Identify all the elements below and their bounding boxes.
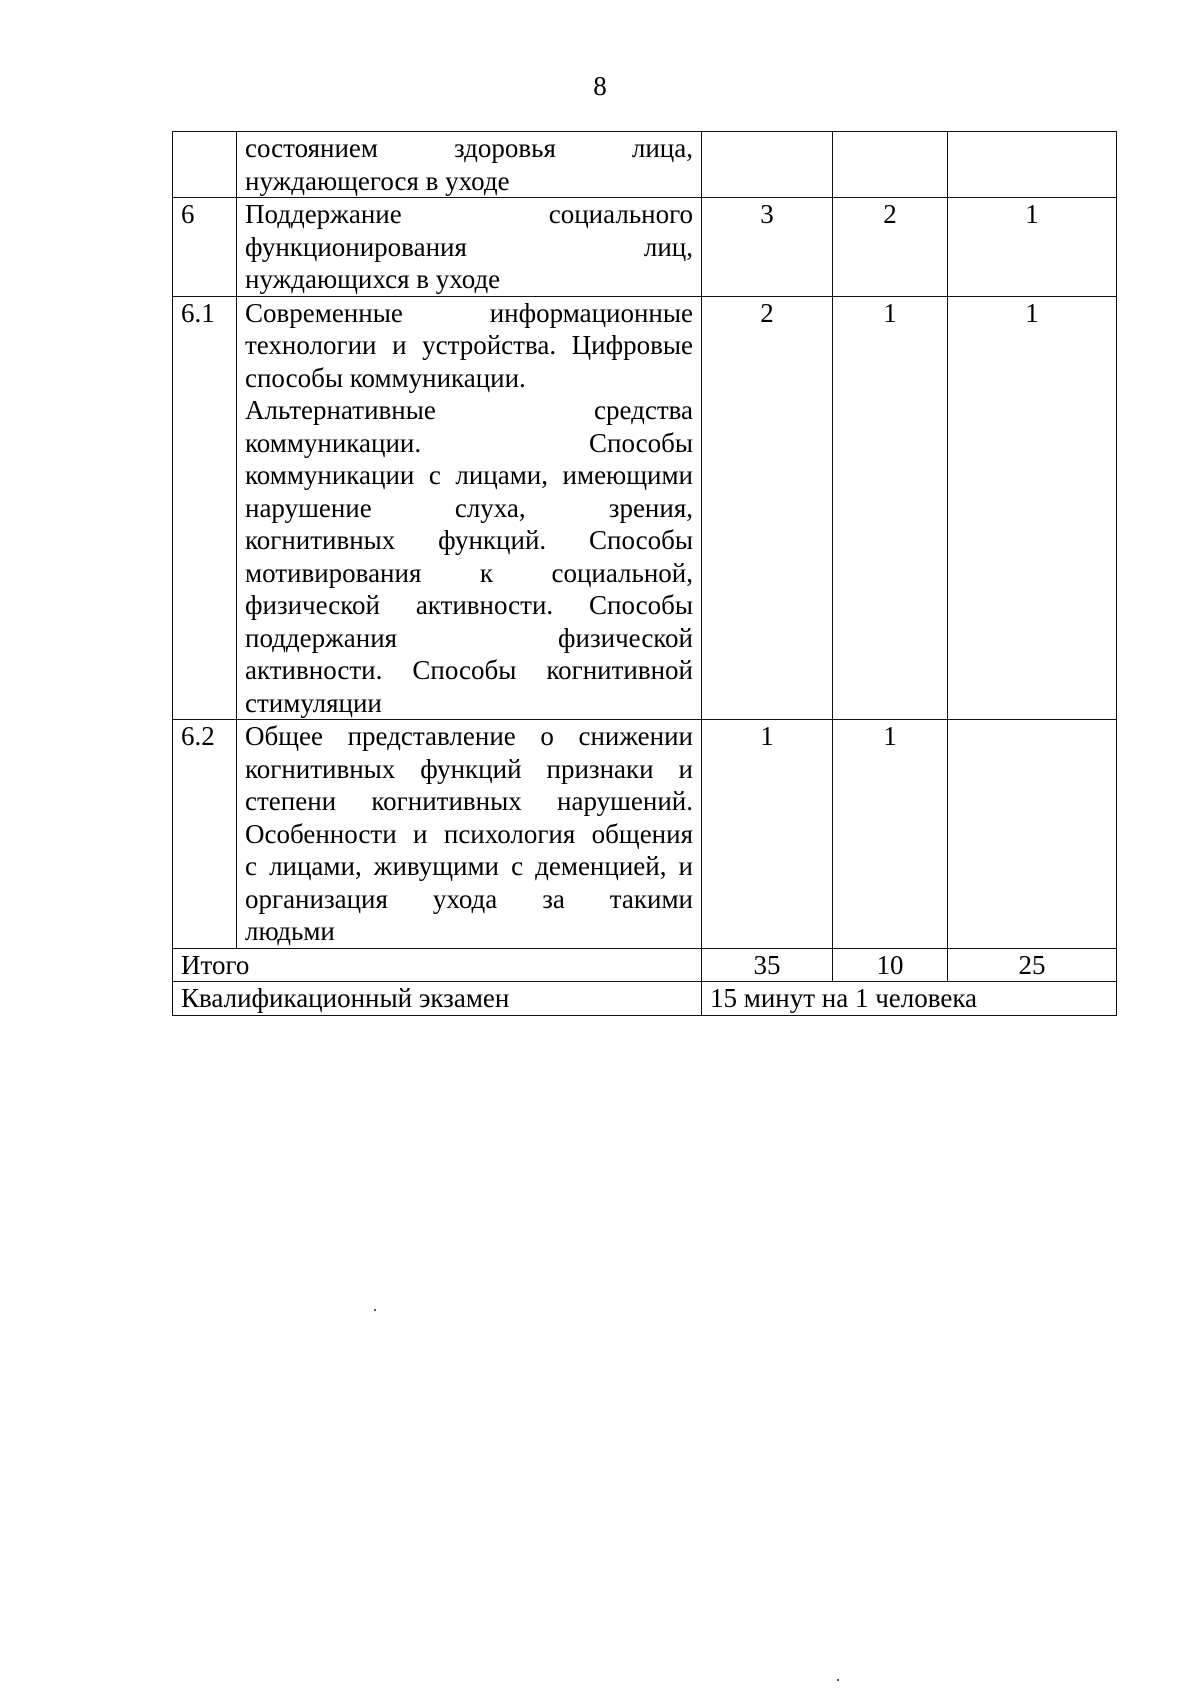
table-row bbox=[173, 296, 1117, 720]
total-theory: 10 bbox=[833, 948, 948, 982]
hours-theory: 1 bbox=[833, 296, 948, 720]
hours-theory: 1 bbox=[833, 720, 948, 949]
exam-duration: 15 минут на 1 человека bbox=[702, 982, 1117, 1016]
topic-line: нарушение слуха, зрения, bbox=[245, 492, 693, 523]
topic-line: нуждающихся в уходе bbox=[245, 264, 501, 294]
topic-line: когнитивных функций. Способы bbox=[245, 525, 693, 555]
topic-line: состоянием здоровья лица, bbox=[245, 133, 693, 163]
row-number: 6 bbox=[173, 198, 237, 297]
topic-line: активности. Способы когнитивной bbox=[245, 655, 693, 685]
hours-practice bbox=[948, 132, 1117, 198]
hours-practice: 1 bbox=[948, 296, 1117, 720]
row-topic bbox=[237, 296, 702, 720]
topic-line: коммуникации с лицами, имеющими bbox=[245, 460, 693, 490]
topic-line: стимуляции bbox=[245, 687, 382, 718]
hours-total: 1 bbox=[702, 720, 833, 949]
topic-line: степени когнитивных нарушений. bbox=[245, 786, 693, 816]
hours-practice: 1 bbox=[948, 198, 1117, 297]
row-topic bbox=[237, 132, 702, 198]
row-number: 6.1 bbox=[173, 296, 237, 720]
topic-line: нуждающегося в уходе bbox=[245, 165, 510, 196]
topic-line: Особенности и психология общения bbox=[245, 818, 693, 849]
topic-line: с лицами, живущими с деменцией, и bbox=[245, 851, 693, 881]
total-label: Итого bbox=[173, 948, 702, 982]
topic-line: коммуникации. Способы bbox=[245, 427, 693, 458]
topic-line: Поддержание социального bbox=[245, 199, 693, 229]
curriculum-table-body bbox=[173, 132, 1117, 1016]
curriculum-table bbox=[172, 131, 1117, 1016]
row-topic bbox=[237, 198, 702, 297]
topic-line: людьми bbox=[245, 916, 335, 946]
topic-line: технологии и устройства. Цифровые bbox=[245, 330, 693, 360]
hours-theory bbox=[833, 132, 948, 198]
table-row bbox=[173, 198, 1117, 297]
total-practice: 25 bbox=[948, 948, 1117, 982]
topic-line: Альтернативные средства bbox=[245, 395, 693, 425]
scan-speck bbox=[374, 1309, 376, 1311]
row-number: 6.2 bbox=[173, 720, 237, 949]
page-number: 8 bbox=[593, 71, 607, 101]
hours-total: 2 bbox=[702, 296, 833, 720]
exam-row bbox=[173, 982, 1117, 1016]
hours-total bbox=[702, 132, 833, 198]
topic-line: когнитивных функций признаки и bbox=[245, 753, 693, 784]
topic-line: Современные информационные bbox=[245, 297, 693, 328]
topic-line: физической активности. Способы bbox=[245, 590, 693, 620]
topic-line: мотивирования к социальной, bbox=[245, 557, 693, 588]
hours-theory: 2 bbox=[833, 198, 948, 297]
total-row bbox=[173, 948, 1117, 982]
topic-line: поддержания физической bbox=[245, 622, 693, 653]
exam-label: Квалификационный экзамен bbox=[173, 982, 702, 1016]
total-hours: 35 bbox=[702, 948, 833, 982]
topic-line: функционирования лиц, bbox=[245, 231, 693, 262]
topic-line: организация ухода за такими bbox=[245, 883, 693, 914]
hours-total: 3 bbox=[702, 198, 833, 297]
topic-line: способы коммуникации. bbox=[245, 362, 526, 393]
row-number bbox=[173, 132, 237, 198]
topic-line: Общее представление о снижении bbox=[245, 721, 693, 751]
row-topic bbox=[237, 720, 702, 949]
scan-speck bbox=[837, 1679, 839, 1681]
table-row bbox=[173, 720, 1117, 949]
hours-practice bbox=[948, 720, 1117, 949]
table-row bbox=[173, 132, 1117, 198]
